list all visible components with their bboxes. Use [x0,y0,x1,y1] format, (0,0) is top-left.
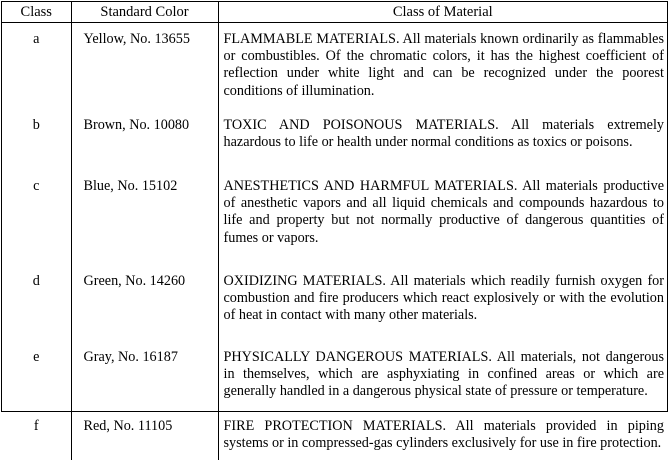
header-class-of-material: Class of Material [218,2,667,23]
table-row [2,170,667,265]
table-row [2,341,667,410]
table [2,2,667,460]
material-cell: PHYSICALLY DANGEROUS MATERIALS. All materials, not dangerous in themselves, which are asphyxiating in confined areas or which are generally handled in a dangerous physical state of pressure or temperature. [218,341,667,410]
class-cell: e [2,341,71,410]
class-cell: c [2,170,71,265]
table-header [2,2,667,23]
class-cell: d [2,265,71,341]
header-standard-color: Standard Color [71,2,218,23]
table-row [2,410,667,460]
color-cell: Brown, No. 10080 [71,109,218,170]
material-cell: FLAMMABLE MATERIALS. All materials known ordinarily as flammables or combustibles. Of the chromatic colors, it has the highest coefficient of reflection under white light and can be recognized under the poorest conditions of illumination. [218,23,667,110]
class-cell: b [2,109,71,170]
color-cell: Green, No. 14260 [71,265,218,341]
header-row [2,2,667,23]
hazard-color-table [1,1,668,412]
class-cell: f [2,410,71,460]
table-row [2,109,667,170]
material-cell: ANESTHETICS AND HARMFUL MATERIALS. All materials productive of anesthetic vapors and all liquid chemicals and compounds hazardous to life and property but not normally productive of dangerous quantities of fumes or vapors. [218,170,667,265]
color-cell: Red, No. 11105 [71,410,218,460]
material-cell: FIRE PROTECTION MATERIALS. All materials provided in piping systems or in compressed-gas cylinders exclusively for use in fire protection. [218,410,667,460]
table-body [2,23,667,460]
color-cell: Blue, No. 15102 [71,170,218,265]
material-cell: TOXIC AND POISONOUS MATERIALS. All materials extremely hazardous to life or health under normal conditions as toxics or poisons. [218,109,667,170]
class-cell: a [2,23,71,110]
table-row [2,265,667,341]
material-cell: OXIDIZING MATERIALS. All materials which readily furnish oxygen for combustion and fire producers which react explosively or with the evolution of heat in contact with many other materials. [218,265,667,341]
header-class: Class [2,2,71,23]
color-cell: Gray, No. 16187 [71,341,218,410]
color-cell: Yellow, No. 13655 [71,23,218,110]
table-row [2,23,667,110]
